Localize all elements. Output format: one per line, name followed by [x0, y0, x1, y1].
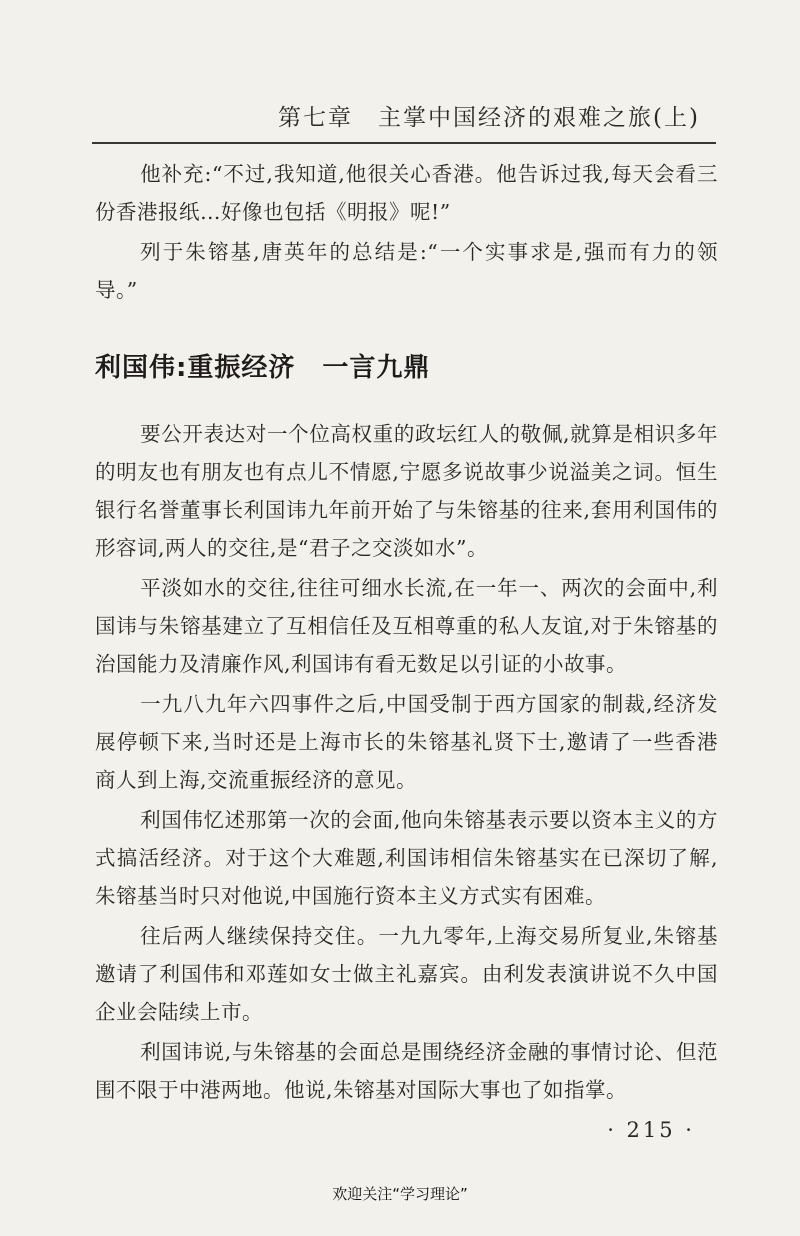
- text-block-main: [95, 415, 718, 1111]
- running-head: 第七章 主掌中国经济的艰难之旅(上): [278, 105, 700, 131]
- paragraph: 他补充:“不过,我知道,他很关心香港。他告诉过我,每天会看三份香港报纸…好像也包括《明报》呢!”: [95, 162, 718, 224]
- paragraph: 利国讳说,与朱镕基的会面总是围绕经济金融的事情讨论、但范围不限于中港两地。他说,朱镕基对国际大事也了如指掌。: [95, 1040, 718, 1102]
- header-rule: [92, 142, 716, 144]
- paragraph: 要公开表达对一个位高权重的政坛红人的敬佩,就算是相识多年的明友也有朋友也有点儿不情愿,宁愿多说故事少说溢美之词。恒生银行名誉董事长利国讳九年前开始了与朱镕基的往来,套用利国伟的形容词,两人的交往,是“君子之交淡如水”。: [95, 422, 718, 560]
- paragraph: 利国伟忆述那第一次的会面,他向朱镕基表示要以资本主义的方式搞活经济。对于这个大难题,利国讳相信朱镕基实在已深切了解,朱镕基当时只对他说,中国施行资本主义方式实有困难。: [95, 808, 718, 908]
- paragraph: 列于朱镕基,唐英年的总结是:“一个实事求是,强而有力的领导。”: [95, 240, 718, 302]
- section-heading: 利国伟:重振经济 一言九鼎: [95, 353, 431, 383]
- paragraph: 平淡如水的交往,往往可细水长流,在一年一、两次的会面中,利国讳与朱镕基建立了互相信任及互相尊重的私人友谊,对于朱镕基的治国能力及清廉作风,利国讳有看无数足以引证的小故事。: [95, 576, 718, 676]
- footer-note: 欢迎关注“学习理论”: [332, 1185, 468, 1203]
- paragraph: 往后两人继续保持交住。一九九零年,上海交易所复业,朱镕基邀请了利国伟和邓莲如女士做主礼嘉宾。由利发表演讲说不久中国企业会陆续上市。: [95, 924, 718, 1024]
- text-block-top: [95, 155, 718, 311]
- page-number: · 215 ·: [607, 1118, 695, 1142]
- paragraph: 一九八九年六四事件之后,中国受制于西方国家的制裁,经济发展停顿下来,当时还是上海市长的朱镕基礼贤下士,邀请了一些香港商人到上海,交流重振经济的意见。: [95, 692, 718, 792]
